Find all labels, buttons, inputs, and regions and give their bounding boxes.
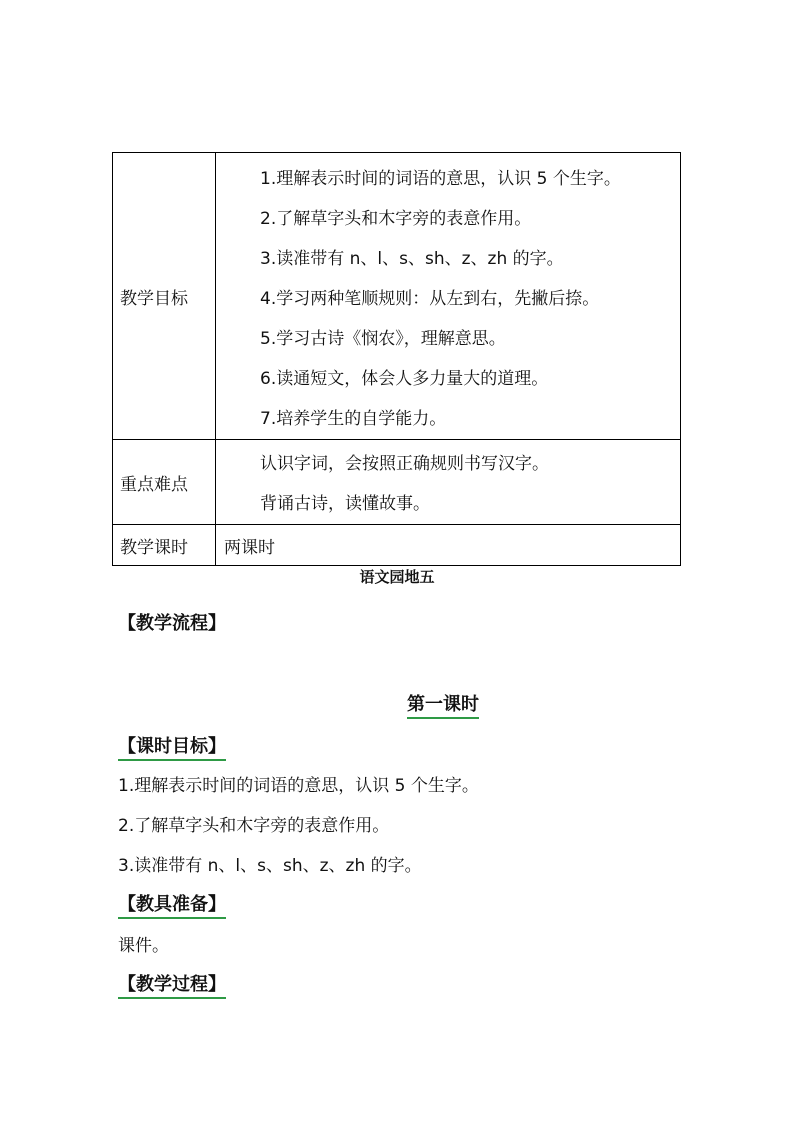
process-heading bbox=[118, 970, 226, 996]
lesson-goal-item: 3.读准带有 n、l、s、sh、z、zh 的字。 bbox=[118, 856, 422, 876]
lesson-plan-table bbox=[112, 152, 681, 566]
hours-value: 两课时 bbox=[216, 525, 681, 566]
key-point-item: 认识字词，会按照正确规则书写汉字。 bbox=[260, 454, 549, 474]
process-heading-text: 【教学过程】 bbox=[118, 974, 226, 999]
goal-item: 7.培养学生的自学能力。 bbox=[260, 409, 447, 429]
lesson-title-text: 第一课时 bbox=[407, 694, 479, 719]
goal-item: 2.了解草字头和木字旁的表意作用。 bbox=[260, 209, 532, 229]
materials-text: 课件。 bbox=[118, 936, 169, 956]
flow-heading: 【教学流程】 bbox=[118, 613, 226, 634]
table-row-hours bbox=[113, 525, 681, 566]
goals-label: 教学目标 bbox=[113, 153, 216, 440]
goals-content bbox=[216, 153, 681, 440]
goal-item: 3.读准带有 n、l、s、sh、z、zh 的字。 bbox=[260, 249, 564, 269]
lesson-goal-item: 1.理解表示时间的词语的意思，认识 5 个生字。 bbox=[118, 776, 479, 796]
unit-title: 语文园地五 bbox=[359, 568, 435, 586]
table-row-goals bbox=[113, 153, 681, 440]
key-points-content bbox=[216, 440, 681, 525]
materials-heading bbox=[118, 890, 226, 916]
goal-item: 6.读通短文，体会人多力量大的道理。 bbox=[260, 369, 549, 389]
table-row-key-points bbox=[113, 440, 681, 525]
lesson-goals-heading bbox=[118, 732, 226, 758]
key-points-label: 重点难点 bbox=[113, 440, 216, 525]
hours-label: 教学课时 bbox=[113, 525, 216, 566]
lesson-goals-heading-text: 【课时目标】 bbox=[118, 736, 226, 761]
goal-item: 4.学习两种笔顺规则：从左到右，先撇后捺。 bbox=[260, 289, 600, 309]
lesson-goal-item: 2.了解草字头和木字旁的表意作用。 bbox=[118, 816, 390, 836]
lesson-title bbox=[407, 690, 479, 716]
key-point-item: 背诵古诗，读懂故事。 bbox=[260, 494, 430, 514]
goal-item: 5.学习古诗《悯农》，理解意思。 bbox=[260, 329, 506, 349]
materials-heading-text: 【教具准备】 bbox=[118, 894, 226, 919]
goal-item: 1.理解表示时间的词语的意思，认识 5 个生字。 bbox=[260, 169, 621, 189]
